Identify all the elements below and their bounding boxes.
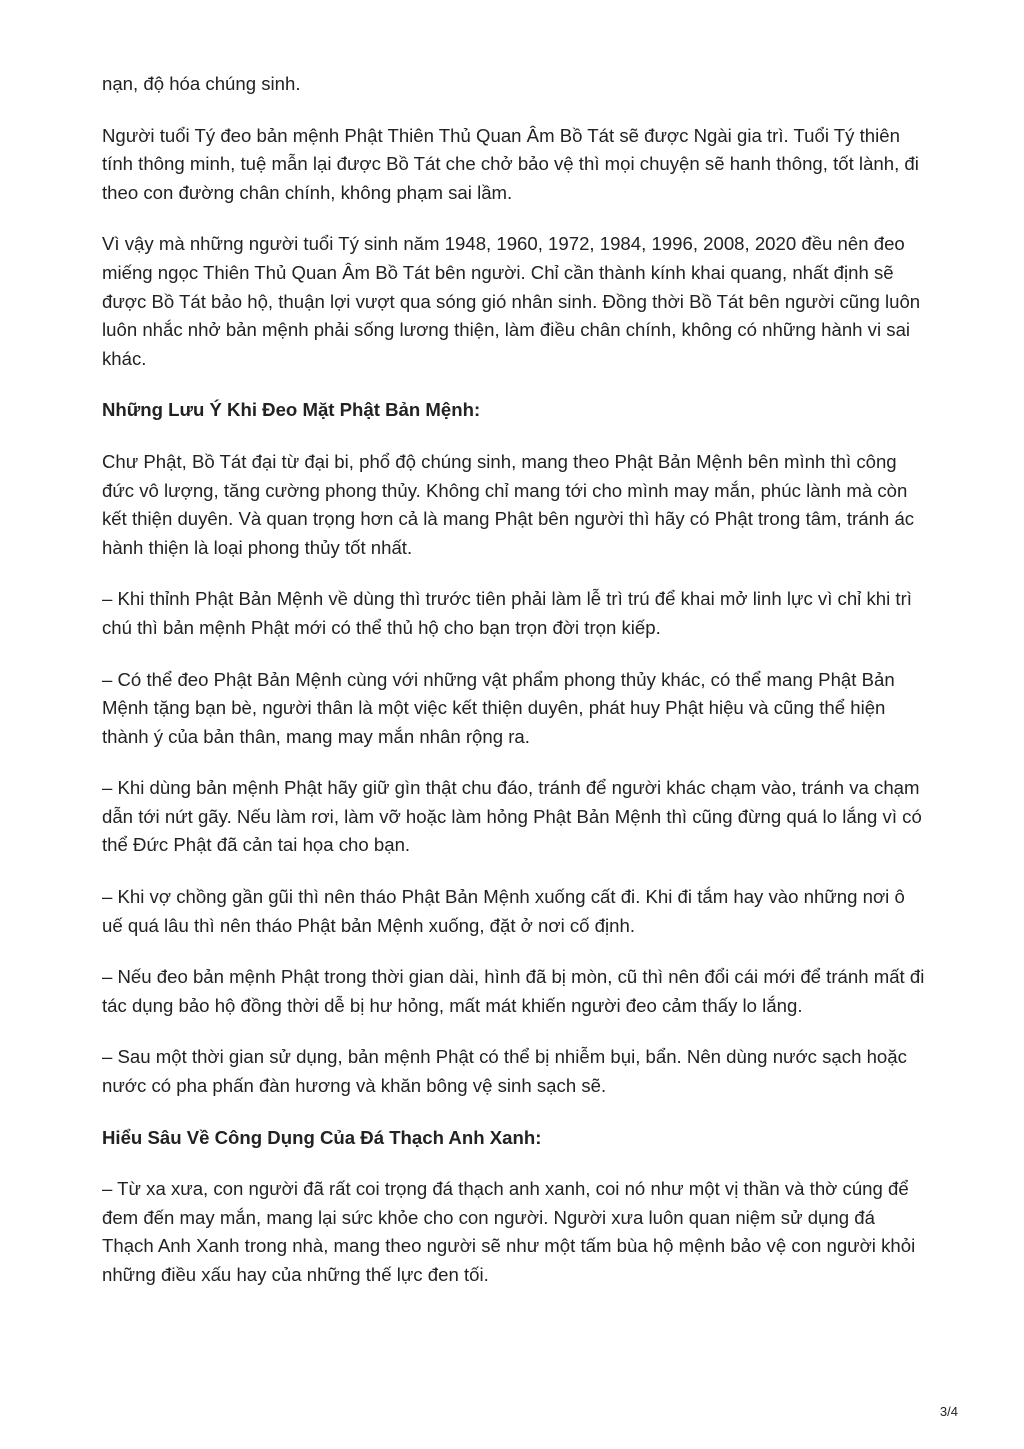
section-heading: Những Lưu Ý Khi Đeo Mặt Phật Bản Mệnh: xyxy=(102,399,481,421)
paragraph: nạn, độ hóa chúng sinh. xyxy=(102,73,301,94)
paragraph: – Nếu đeo bản mệnh Phật trong thời gian dài, hình đã bị mòn, cũ thì nên đổi cái mới để tránh mất đi tác dụng bảo hộ đồng thời dễ bị hư hỏng, mất mát khiến người đeo cảm thấy lo lắng. xyxy=(102,966,925,1016)
paragraph: – Sau một thời gian sử dụng, bản mệnh Phật có thể bị nhiễm bụi, bẩn. Nên dùng nước sạch hoặc nước có pha phấn đàn hương và khăn bông vệ sinh sạch sẽ. xyxy=(102,1046,907,1097)
paragraph: Chư Phật, Bồ Tát đại từ đại bi, phổ độ chúng sinh, mang theo Phật Bản Mệnh bên mình thì công đức vô lượng, tăng cường phong thủy. Không chỉ mang tới cho mình may mắn, phúc lành mà còn kết thiện duyên. Và quan trọng hơn cả là mang Phật bên người thì hãy có Phật trong tâm, tránh ác hành thiện là loại phong thủy tốt nhất. xyxy=(102,450,915,558)
paragraph: – Khi dùng bản mệnh Phật hãy giữ gìn thật chu đáo, tránh để người khác chạm vào, tránh va chạm dẫn tới nứt gãy. Nếu làm rơi, làm vỡ hoặc làm hỏng Phật Bản Mệnh thì cũng đừng quá lo lắng vì có thể Đức Phật đã cản tai họa cho bạn. xyxy=(102,777,922,856)
page-number: 3/4 xyxy=(939,1404,958,1419)
section-heading: Hiểu Sâu Về Công Dụng Của Đá Thạch Anh Xanh: xyxy=(102,1126,542,1148)
paragraph: – Từ xa xưa, con người đã rất coi trọng đá thạch anh xanh, coi nó như một vị thần và thờ cúng để đem đến may mắn, mang lại sức khỏe cho con người. Người xưa luôn quan niệm sử dụng đá Thạch Anh Xanh trong nhà, mang theo người sẽ như một tấm bùa hộ mệnh bảo vệ con người khỏi những điều xấu hay của những thế lực đen tối. xyxy=(102,1178,916,1285)
paragraph: – Có thể đeo Phật Bản Mệnh cùng với những vật phẩm phong thủy khác, có thể mang Phật Bản Mệnh tặng bạn bè, người thân là một việc kết thiện duyên, phát huy Phật hiệu và cũng thể hiện thành ý của bản thân, mang may mắn nhân rộng ra. xyxy=(102,668,895,747)
paragraph: Vì vậy mà những người tuổi Tý sinh năm 1948, 1960, 1972, 1984, 1996, 2008, 2020 đều nên đeo miếng ngọc Thiên Thủ Quan Âm Bồ Tát bên người. Chỉ cần thành kính khai quang, nhất định sẽ được Bồ Tát bảo hộ, thuận lợi vượt qua sóng gió nhân sinh. Đồng thời Bồ Tát bên người cũng luôn luôn nhắc nhở bản mệnh phải sống lương thiện, làm điều chân chính, không có những hành vi sai khác. xyxy=(102,233,921,369)
paragraph: – Khi thỉnh Phật Bản Mệnh về dùng thì trước tiên phải làm lễ trì trú để khai mở linh lực vì chỉ khi trì chú thì bản mệnh Phật mới có thể thủ hộ cho bạn trọn đời trọn kiếp. xyxy=(102,588,912,638)
document-body xyxy=(102,70,928,1313)
paragraph: Người tuổi Tý đeo bản mệnh Phật Thiên Thủ Quan Âm Bồ Tát sẽ được Ngài gia trì. Tuổi Tý thiên tính thông minh, tuệ mẫn lại được Bồ Tát che chở bảo vệ thì mọi chuyện sẽ hanh thông, tốt lành, đi theo con đường chân chính, không phạm sai lầm. xyxy=(102,124,919,203)
paragraph: – Khi vợ chồng gần gũi thì nên tháo Phật Bản Mệnh xuống cất đi. Khi đi tắm hay vào những nơi ô uế quá lâu thì nên tháo Phật bản Mệnh xuống, đặt ở nơi cố định. xyxy=(102,886,905,936)
